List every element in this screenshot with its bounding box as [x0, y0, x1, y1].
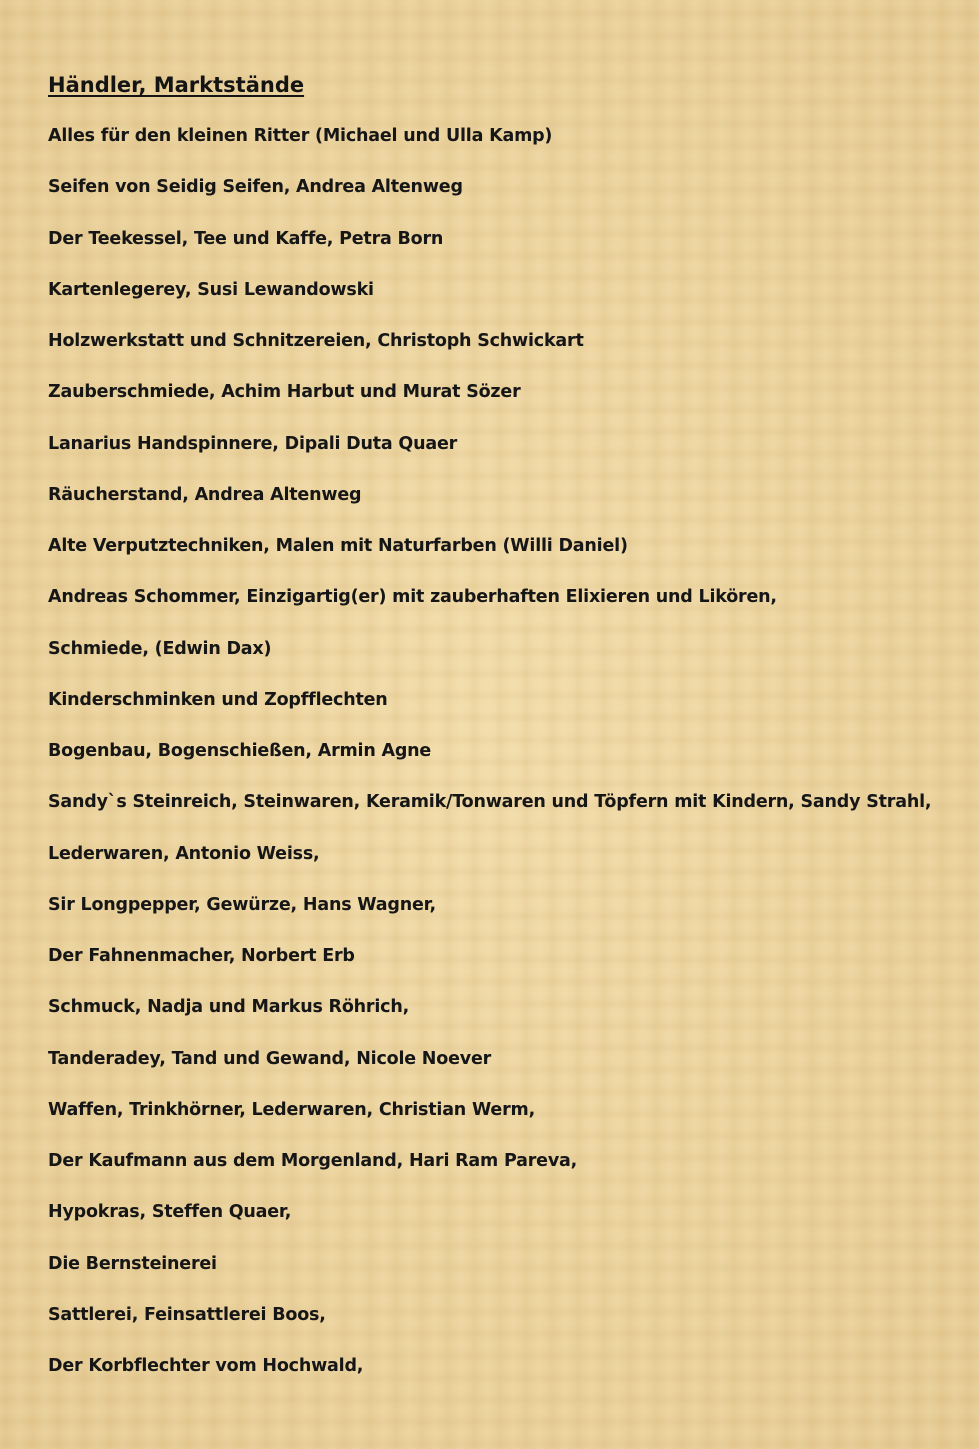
vendor-entry: Alte Verputztechniken, Malen mit Naturfarben (Willi Daniel) — [48, 536, 628, 556]
vendor-entry: Der Kaufmann aus dem Morgenland, Hari Ram Pareva, — [48, 1151, 578, 1171]
vendor-entry: Sattlerei, Feinsattlerei Boos, — [48, 1304, 326, 1325]
vendor-entry: Sir Longpepper, Gewürze, Hans Wagner, — [48, 894, 436, 915]
vendor-entry: Schmiede, (Edwin Dax) — [48, 638, 272, 659]
vendor-entry: Bogenbau, Bogenschießen, Armin Agne — [48, 741, 432, 761]
vendor-entry: Kartenlegerey, Susi Lewandowski — [48, 279, 374, 300]
vendor-entry: Der Korbflechter vom Hochwald, — [48, 1356, 364, 1376]
vendor-entry: Der Fahnenmacher, Norbert Erb — [48, 946, 355, 966]
vendor-entry: Hypokras, Steffen Quaer, — [48, 1202, 292, 1223]
vendor-entry: Waffen, Trinkhörner, Lederwaren, Christian Werm, — [48, 1099, 536, 1120]
vendor-entry: Der Teekessel, Tee und Kaffe, Petra Born — [48, 228, 444, 249]
vendor-entry: Alles für den kleinen Ritter (Michael und Ulla Kamp) — [48, 126, 553, 146]
vendor-entry: Schmuck, Nadja und Markus Röhrich, — [48, 997, 410, 1018]
vendor-entry: Zauberschmiede, Achim Harbut und Murat Sözer — [48, 382, 521, 403]
vendor-entry: Lederwaren, Antonio Weiss, — [48, 843, 320, 864]
vendor-entry: Die Bernsteinerei — [48, 1253, 217, 1274]
vendor-entry: Andreas Schommer, Einzigartig(er) mit zauberhaften Elixieren und Likören, — [48, 587, 777, 608]
vendor-entry: Kinderschminken und Zopfflechten — [48, 689, 388, 710]
document-page — [48, 70, 948, 1405]
vendor-entry: Seifen von Seidig Seifen, Andrea Altenweg — [48, 177, 463, 198]
vendor-entry: Holzwerkstatt und Schnitzereien, Christoph Schwickart — [48, 331, 584, 351]
vendor-entry: Lanarius Handspinnere, Dipali Duta Quaer — [48, 433, 458, 454]
vendor-entry: Sandy`s Steinreich, Steinwaren, Keramik/Tonwaren und Töpfern mit Kindern, Sandy Strahl, — [48, 792, 932, 813]
vendor-entry: Räucherstand, Andrea Altenweg — [48, 484, 362, 505]
vendor-entry: Tanderadey, Tand und Gewand, Nicole Noever — [48, 1048, 492, 1069]
page-heading: Händler, Marktstände — [48, 73, 305, 97]
vendor-list — [48, 124, 948, 1405]
